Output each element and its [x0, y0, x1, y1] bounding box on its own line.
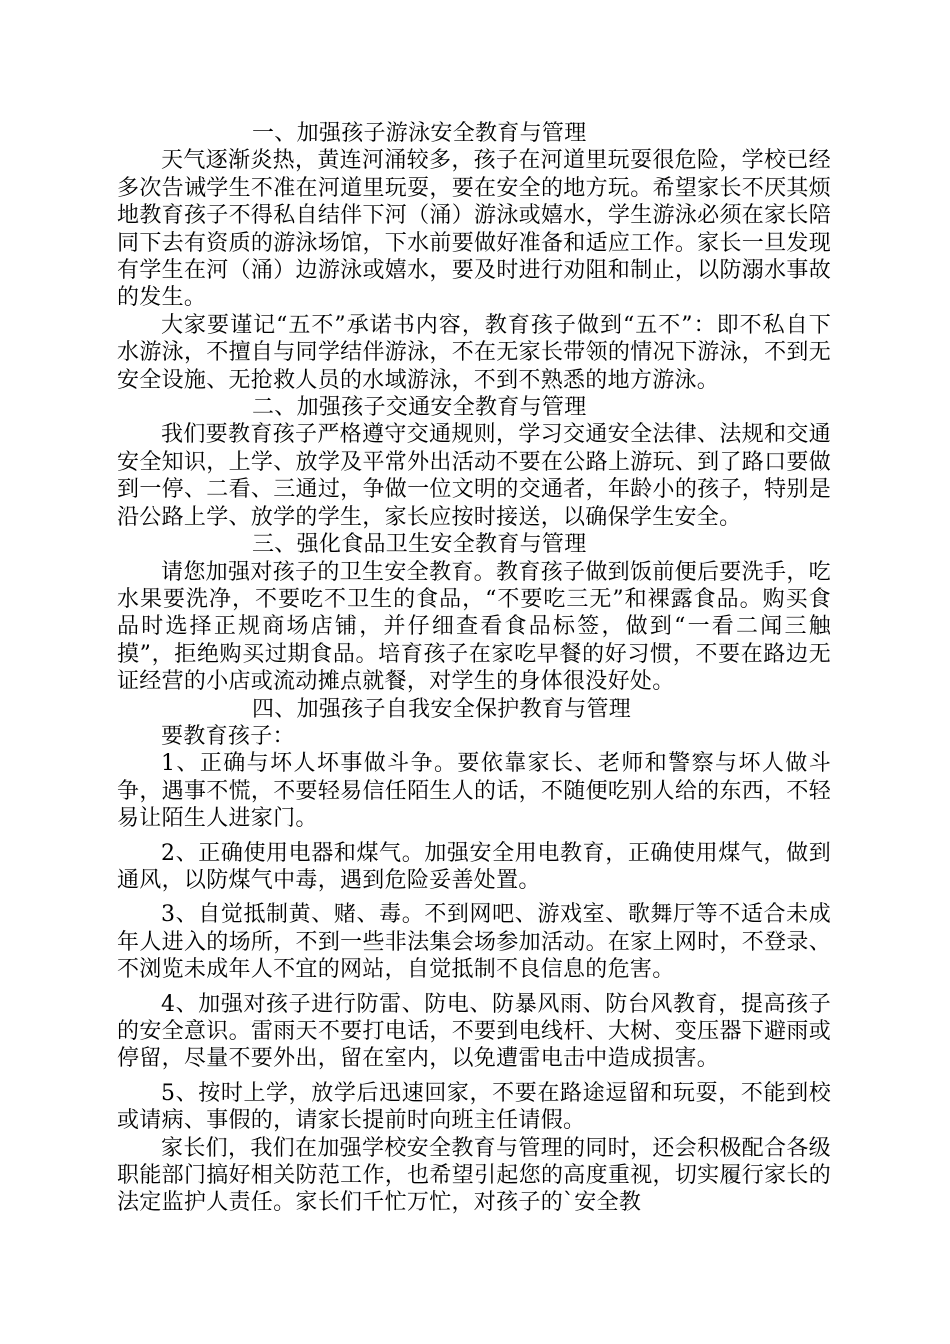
list-item-1: 1、正确与坏人坏事做斗争。要依靠家长、老师和警察与坏人做斗争，遇事不慌，不要轻易信任陌生人的话，不随便吃别人给的东西，不轻易让陌生人进家门。	[117, 751, 831, 832]
paragraph-five-rules: 大家要谨记“五不”承诺书内容，教育孩子做到“五不”：即不私自下水游泳，不擅自与同学结伴游泳，不在无家长带领的情况下游泳，不到无安全设施、无抢救人员的水域游泳，不到不熟悉的地方游泳。	[117, 312, 831, 393]
list-item-4: 4、加强对孩子进行防雷、防电、防暴风雨、防台风教育，提高孩子的安全意识。雷雨天不要打电话，不要到电线杆、大树、变压器下避雨或停留，尽量不要外出，留在室内，以免遭雷电击中造成损害。	[117, 991, 831, 1072]
section-heading-food: 三、强化食品卫生安全教育与管理	[252, 532, 587, 558]
paragraph-swimming-warning: 天气逐渐炎热，黄连河涌较多，孩子在河道里玩耍很危险，学校已经多次告诫学生不准在河道里玩耍，要在安全的地方玩。希望家长不厌其烦地教育孩子不得私自结伴下河（涌）游泳或嬉水，学生游泳必须在家长陪同下去有资质的游泳场馆，下水前要做好准备和适应工作。家长一旦发现有学生在河（涌）边游泳或嬉水，要及时进行劝阻和制止，以防溺水事故的发生。	[117, 148, 831, 311]
section-heading-traffic: 二、加强孩子交通安全教育与管理	[252, 395, 587, 421]
list-item-3: 3、自觉抵制黄、赌、毒。不到网吧、游戏室、歌舞厅等不适合未成年人进入的场所，不到一些非法集会场参加活动。在家上网时，不登录、不浏览未成年人不宜的网站，自觉抵制不良信息的危害。	[117, 902, 831, 983]
section-heading-swimming: 一、加强孩子游泳安全教育与管理	[252, 121, 587, 146]
paragraph-traffic: 我们要教育孩子严格遵守交通规则，学习交通安全法律、法规和交通安全知识，上学、放学及平常外出活动不要在公路上游玩、到了路口要做到一停、二看、三通过，争做一位文明的交通者，年龄小的孩子，特别是沿公路上学、放学的学生，家长应按时接送，以确保学生安全。	[117, 422, 831, 530]
paragraph-food: 请您加强对孩子的卫生安全教育。教育孩子做到饭前便后要洗手，吃水果要洗净，不要吃不卫生的食品，“不要吃三无”和裸露食品。购买食品时选择正规商场店铺，并仔细查看食品标签，做到“一看二闻三触摸”，拒绝购买过期食品。培育孩子在家吃早餐的好习惯，不要在路边无证经营的小店或流动摊点就餐，对学生的身体很没好处。	[117, 559, 831, 695]
list-item-5: 5、按时上学，放学后迅速回家，不要在路途逗留和玩耍，不能到校或请病、事假的，请家长提前时向班主任请假。	[117, 1080, 831, 1134]
paragraph-closing: 家长们，我们在加强学校安全教育与管理的同时，还会积极配合各级职能部门搞好相关防范工作，也希望引起您的高度重视，切实履行家长的法定监护人责任。家长们千忙万忙，对孩子的`安全教	[117, 1135, 831, 1216]
paragraph-intro: 要教育孩子：	[161, 723, 295, 749]
document-page	[117, 120, 831, 1217]
section-heading-self-protection: 四、加强孩子自我安全保护教育与管理	[252, 696, 632, 722]
list-item-2: 2、正确使用电器和煤气。加强安全用电教育，正确使用煤气，做到通风，以防煤气中毒，遇到危险妥善处置。	[117, 840, 831, 893]
